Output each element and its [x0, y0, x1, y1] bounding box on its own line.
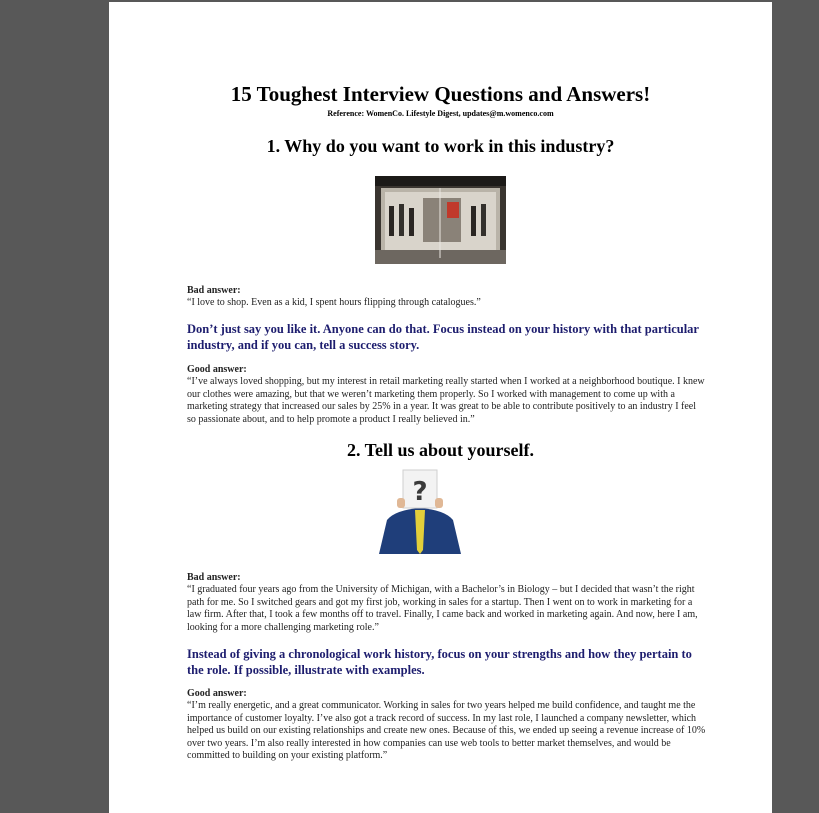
document-page: [109, 2, 772, 813]
question-1-good-answer: “I’ve always loved shopping, but my interest in retail marketing really started when I worked at a neighborhood boutique. I knew our clothes were amazing, but that we weren’t marketing them properly. So I worked with management to come up with a marketing strategy that increased our sales by 25% in a year. It was great to be able to contribute positively to an industry I feel so passionate about, and to help promote a product I really believed in.”: [187, 376, 705, 425]
question-2-bad-label: Bad answer:: [187, 572, 241, 583]
svg-text:?: ?: [412, 477, 428, 507]
question-1-bad-answer: “I love to shop. Even as a kid, I spent hours flipping through catalogues.”: [187, 297, 481, 308]
question-1-tip: Don’t just say you like it. Anyone can do that. Focus instead on your history with that particular industry, and if you can, tell a success story.: [187, 322, 699, 352]
question-1-heading: 1. Why do you want to work in this industry?: [266, 136, 615, 156]
question-mark-person-photo: [375, 468, 465, 554]
document-title: 15 Toughest Interview Questions and Answers!: [230, 82, 651, 106]
question-1-good-label: Good answer:: [187, 364, 247, 375]
question-2-heading: 2. Tell us about yourself.: [346, 440, 535, 460]
question-2-tip: Instead of giving a chronological work history, focus on your strengths and how they pertain to the role. If possible, illustrate with examples.: [187, 647, 692, 677]
question-2-good-answer: “I’m really energetic, and a great communicator. Working in sales for two years helped me build confidence, and taught me the importance of customer loyalty. I’ve also got a track record of success. In my last role, I launched a company newsletter, which helped us build on our existing relationships and create new ones. Because of this, we ended up seeing a revenue increase of 10% over two years. I’m also really interested in how companies can use web tools to better market themselves, and would be committed to building on your existing platform.”: [187, 700, 706, 761]
question-2-bad-answer: “I graduated four years ago from the University of Michigan, with a Bachelor’s in Biology – but I decided that wasn’t the right path for me. So I switched gears and got my first job, working in sales for a startup. Then I went on to work in marketing for a law firm. After that, I took a few months off to travel. Finally, I came back and worked in marketing again. And now, here I am, looking for a more challenging marketing role.”: [187, 584, 698, 633]
question-2-good-label: Good answer:: [187, 688, 247, 699]
storefront-photo: [375, 176, 506, 264]
document-reference: Reference: WomenCo. Lifestyle Digest, updates@m.womenco.com: [327, 109, 554, 118]
question-1-bad-label: Bad answer:: [187, 285, 241, 296]
